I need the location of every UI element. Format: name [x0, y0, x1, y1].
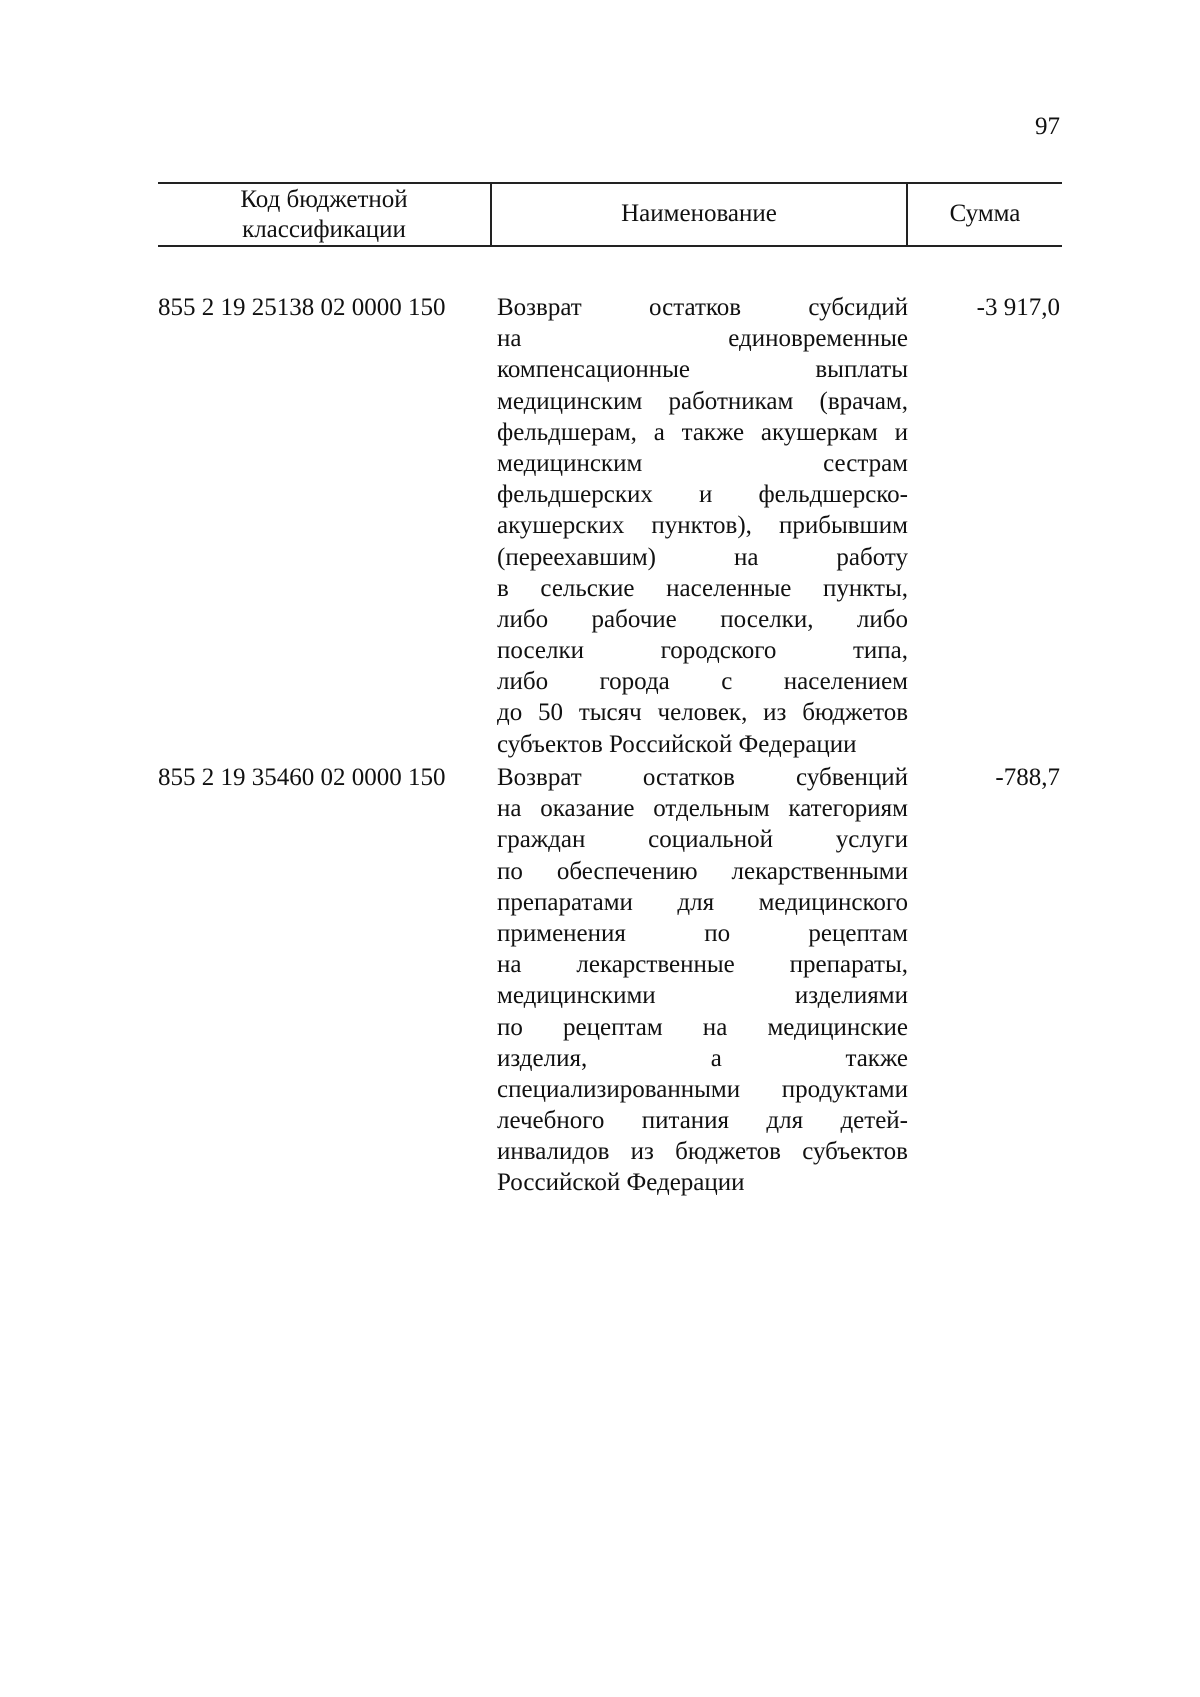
row-name-line: фельдшерам, а также акушеркам и — [497, 418, 908, 446]
row-name-line: фельдшерских и фельдшерско- — [497, 481, 908, 509]
row-name-line: до 50 тысяч человек, из бюджетов — [497, 699, 908, 727]
row-name-line: медицинским сестрам — [497, 449, 908, 477]
row-name-line: Возврат остатков субсидий — [497, 294, 908, 321]
row-name-line: акушерских пунктов), прибывшим — [497, 512, 908, 540]
row-name-line: Российской Федерации — [497, 1169, 745, 1197]
row-code: 855 2 19 25138 02 0000 150 — [158, 294, 446, 321]
row-name-line: граждан социальной услуги — [497, 826, 908, 854]
header-bottom-rule — [158, 245, 1062, 247]
row-name-line: в сельские населенные пункты, — [497, 574, 908, 602]
header-code-line1: Код бюджетной — [240, 186, 408, 213]
row-name-line: медицинским работникам (врачам, — [497, 387, 908, 415]
row-name — [497, 292, 908, 760]
row-name-line: специализированными продуктами — [497, 1075, 908, 1103]
row-name-line: субъектов Российской Федерации — [497, 730, 857, 758]
row-name-line: компенсационные выплаты — [497, 356, 908, 384]
row-name-line: на лекарственные препараты, — [497, 951, 908, 979]
row-code: 855 2 19 35460 02 0000 150 — [158, 764, 446, 791]
row-name-line: (переехавшим) на работу — [497, 543, 908, 571]
row-name-line: поселки городского типа, — [497, 637, 908, 665]
header-top-rule — [158, 182, 1062, 184]
row-name-line: медицинскими изделиями — [497, 982, 908, 1010]
row-name — [497, 762, 908, 1199]
header-code — [158, 185, 490, 245]
row-name-line: на оказание отдельным категориям — [497, 795, 908, 823]
row-name-line: лечебного питания для детей- — [497, 1107, 908, 1135]
row-name-line: изделия, а также — [497, 1044, 908, 1072]
header-sum: Сумма — [949, 200, 1021, 227]
page-number: 97 — [1035, 113, 1060, 140]
row-name-line: по обеспечению лекарственными — [497, 857, 908, 885]
row-name-line: по рецептам на медицинские — [497, 1013, 908, 1041]
header-code-line2: классификации — [242, 216, 406, 243]
row-name-line: применения по рецептам — [497, 919, 908, 947]
row-name-line: либо города с населением — [497, 668, 908, 696]
row-name-line: препаратами для медицинского — [497, 888, 908, 916]
row-name-line: инвалидов из бюджетов субъектов — [497, 1138, 908, 1166]
row-name-line: либо рабочие поселки, либо — [497, 605, 908, 633]
row-name-line: Возврат остатков субвенций — [497, 764, 908, 791]
row-sum: -3 917,0 — [976, 294, 1060, 321]
header-name: Наименование — [621, 200, 777, 227]
row-name-line: на единовременные — [497, 325, 908, 353]
row-sum: -788,7 — [995, 764, 1060, 791]
